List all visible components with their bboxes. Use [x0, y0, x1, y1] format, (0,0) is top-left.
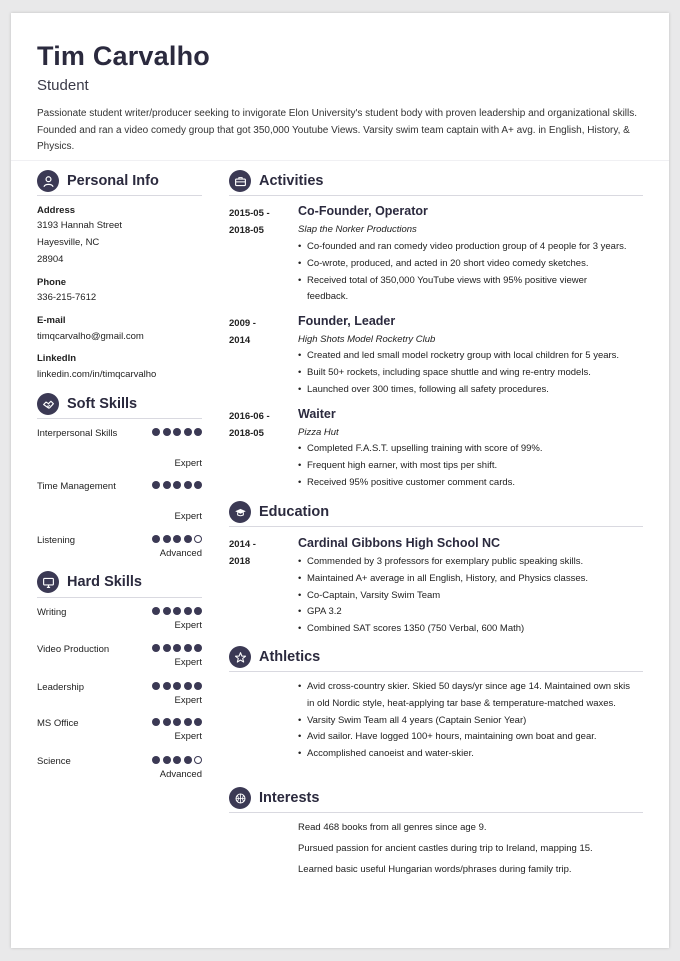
skill-level: Expert: [174, 695, 202, 706]
interests-rule: [229, 812, 643, 813]
activity-bullets: [298, 239, 646, 306]
bullet-item: • Received 95% positive customer comment cards.: [298, 475, 646, 492]
personal-info-title: Personal Info: [67, 173, 159, 189]
soft-skills-rule: [37, 418, 202, 419]
activity-title: Waiter: [298, 407, 336, 421]
rating-dot-filled: [194, 607, 202, 615]
skill-rating: [152, 535, 202, 543]
activities-title: Activities: [259, 173, 324, 189]
rating-dot-empty: [194, 756, 202, 764]
skill-name: Science: [37, 756, 71, 767]
rating-dot-filled: [152, 428, 160, 436]
rating-dot-filled: [194, 481, 202, 489]
phone-value: 336-215-7612: [37, 292, 97, 303]
bullet-item: • Received total of 350,000 YouTube views with 95% positive viewer feedback.: [298, 273, 617, 307]
bullet-item: • Frequent high earner, with most tips per shift.: [298, 458, 646, 475]
skill-level: Advanced: [159, 548, 202, 559]
skill-level: Advanced: [159, 769, 202, 780]
activity-date-end: 2018-05: [229, 225, 264, 236]
bullet-item: • Accomplished canoeist and water-skier.: [298, 746, 633, 763]
education-header: [229, 501, 329, 523]
rating-dot-filled: [163, 644, 171, 652]
basketball-icon: [229, 787, 251, 809]
email-label: E-mail: [37, 315, 66, 326]
rating-dot-filled: [184, 607, 192, 615]
briefcase-icon: [229, 170, 251, 192]
rating-dot-filled: [173, 756, 181, 764]
rating-dot-filled: [163, 481, 171, 489]
activity-title: Founder, Leader: [298, 314, 396, 328]
bullet-item: • Avid cross-country skier. Skied 50 days/yr since age 14. Maintained own skis in old Nordic style, heat-applying tar base & temperature-matched waxes.: [298, 679, 633, 713]
education-rule: [229, 526, 643, 527]
rating-dot-filled: [163, 607, 171, 615]
skill-rating: [152, 607, 202, 615]
address-line-2: Hayesville, NC: [37, 237, 100, 248]
rating-dot-filled: [152, 481, 160, 489]
skill-rating: [152, 682, 202, 690]
soft-skills-header: [37, 393, 137, 415]
skill-name: Interpersonal Skills: [37, 428, 118, 439]
interests-header: [229, 787, 319, 809]
activity-bullets: [298, 441, 646, 491]
bullet-item: • Co-wrote, produced, and acted in 20 short video comedy sketches.: [298, 256, 646, 273]
bullet-item: • Combined SAT scores 1350 (750 Verbal, 600 Math): [298, 621, 646, 638]
rating-dot-filled: [173, 682, 181, 690]
skill-rating: [152, 756, 202, 764]
rating-dot-filled: [173, 718, 181, 726]
activity-org: High Shots Model Rocketry Club: [298, 334, 436, 345]
bullet-item: • Co-Captain, Varsity Swim Team: [298, 588, 646, 605]
bullet-item: • Varsity Swim Team all 4 years (Captain Senior Year): [298, 713, 633, 730]
rating-dot-filled: [184, 428, 192, 436]
athletics-title: Athletics: [259, 649, 321, 665]
activity-org: Pizza Hut: [298, 427, 339, 438]
athletics-rule: [229, 671, 643, 672]
email-value: timqcarvalho@gmail.com: [37, 331, 144, 342]
rating-dot-filled: [184, 535, 192, 543]
activity-date-end: 2018-05: [229, 428, 264, 439]
activity-date-start: 2009 -: [229, 318, 256, 329]
activity-date-start: 2016-06 -: [229, 411, 270, 422]
bullet-item: • Maintained A+ average in all English, History, and Physics classes.: [298, 571, 646, 588]
bullet-item: • Created and led small model rocketry group with local children for 5 years.: [298, 348, 646, 365]
soft-skills-title: Soft Skills: [67, 396, 138, 412]
rating-dot-filled: [152, 607, 160, 615]
skill-level: Expert: [174, 458, 202, 469]
rating-dot-filled: [163, 535, 171, 543]
education-date-end: 2018: [229, 556, 251, 567]
rating-dot-filled: [194, 718, 202, 726]
rating-dot-filled: [152, 756, 160, 764]
graduation-cap-icon: [229, 501, 251, 523]
activities-rule: [229, 195, 643, 196]
rating-dot-filled: [163, 756, 171, 764]
skill-name: Time Management: [37, 481, 116, 492]
skill-name: Writing: [37, 607, 67, 618]
education-bullets: [298, 554, 646, 638]
skill-name: MS Office: [37, 718, 79, 729]
skill-name: Leadership: [37, 682, 85, 693]
rating-dot-filled: [184, 481, 192, 489]
rating-dot-filled: [184, 644, 192, 652]
interest-item: Learned basic useful Hungarian words/phrases during family trip.: [298, 864, 572, 875]
linkedin-label: LinkedIn: [37, 353, 77, 364]
summary-divider: [11, 160, 669, 161]
interests-title: Interests: [259, 790, 320, 806]
hard-skills-rule: [37, 597, 202, 598]
activity-bullets: [298, 348, 646, 398]
address-line-3: 28904: [37, 254, 64, 265]
skill-level: Expert: [174, 731, 202, 742]
address-label: Address: [37, 205, 76, 216]
user-icon: [37, 170, 59, 192]
rating-dot-empty: [194, 535, 202, 543]
rating-dot-filled: [173, 481, 181, 489]
linkedin-value: linkedin.com/in/timqcarvalho: [37, 369, 157, 380]
hard-skills-title: Hard Skills: [67, 574, 142, 590]
summary: Passionate student writer/producer seeking to invigorate Elon University's student body with proven leadership and organizational skills. Founded and ran a video comedy group that got 350,000 Youtube Views. Varsity swim team captain with A+ avg. in English, History, & Physics.: [37, 108, 638, 152]
activity-date-start: 2015-05 -: [229, 208, 270, 219]
rating-dot-filled: [194, 428, 202, 436]
rating-dot-filled: [163, 428, 171, 436]
skill-rating: [152, 644, 202, 652]
bullet-item: • Built 50+ rockets, including space shuttle and wing re-entry models.: [298, 365, 646, 382]
bullet-item: • Launched over 300 times, following all safety procedures.: [298, 382, 646, 399]
activity-org: Slap the Norker Productions: [298, 224, 417, 235]
resume-page: [11, 13, 669, 948]
bullet-item: • Avid sailor. Have logged 100+ hours, maintaining own boat and gear.: [298, 729, 633, 746]
skill-level: Expert: [174, 511, 202, 522]
monitor-icon: [37, 571, 59, 593]
rating-dot-filled: [152, 535, 160, 543]
rating-dot-filled: [152, 718, 160, 726]
address-line-1: 3193 Hannah Street: [37, 220, 123, 231]
skill-name: Video Production: [37, 644, 110, 655]
rating-dot-filled: [173, 644, 181, 652]
skill-rating: [152, 481, 202, 489]
school-name: Cardinal Gibbons High School NC: [298, 536, 501, 550]
skill-name: Listening: [37, 535, 76, 546]
interest-item: Pursued passion for ancient castles during trip to Ireland, mapping 15.: [298, 843, 593, 854]
skill-level: Expert: [174, 657, 202, 668]
candidate-name: Tim Carvalho: [37, 41, 210, 71]
education-date-start: 2014 -: [229, 539, 256, 550]
handshake-icon: [37, 393, 59, 415]
bullet-item: • Commended by 3 professors for exemplary public speaking skills.: [298, 554, 646, 571]
rating-dot-filled: [194, 644, 202, 652]
bullet-item: • Co-founded and ran comedy video production group of 4 people for 3 years.: [298, 239, 646, 256]
activity-date-end: 2014: [229, 335, 251, 346]
athletics-bullets: [298, 679, 633, 763]
skill-level: Expert: [174, 620, 202, 631]
skill-rating: [152, 718, 202, 726]
star-icon: [229, 646, 251, 668]
activities-header: [229, 170, 323, 192]
rating-dot-filled: [184, 682, 192, 690]
rating-dot-filled: [173, 428, 181, 436]
education-title: Education: [259, 504, 330, 520]
bullet-item: • GPA 3.2: [298, 604, 646, 621]
rating-dot-filled: [152, 682, 160, 690]
candidate-role: Student: [37, 77, 89, 94]
rating-dot-filled: [173, 535, 181, 543]
personal-info-rule: [37, 195, 202, 196]
athletics-header: [229, 646, 320, 668]
rating-dot-filled: [163, 682, 171, 690]
rating-dot-filled: [163, 718, 171, 726]
personal-info-header: [37, 170, 159, 192]
rating-dot-filled: [184, 756, 192, 764]
rating-dot-filled: [173, 607, 181, 615]
skill-rating: [152, 428, 202, 436]
hard-skills-header: [37, 571, 142, 593]
rating-dot-filled: [194, 682, 202, 690]
rating-dot-filled: [152, 644, 160, 652]
interest-item: Read 468 books from all genres since age 9.: [298, 822, 487, 833]
bullet-item: • Completed F.A.S.T. upselling training with score of 99%.: [298, 441, 646, 458]
activity-title: Co-Founder, Operator: [298, 204, 428, 218]
rating-dot-filled: [184, 718, 192, 726]
phone-label: Phone: [37, 277, 67, 288]
